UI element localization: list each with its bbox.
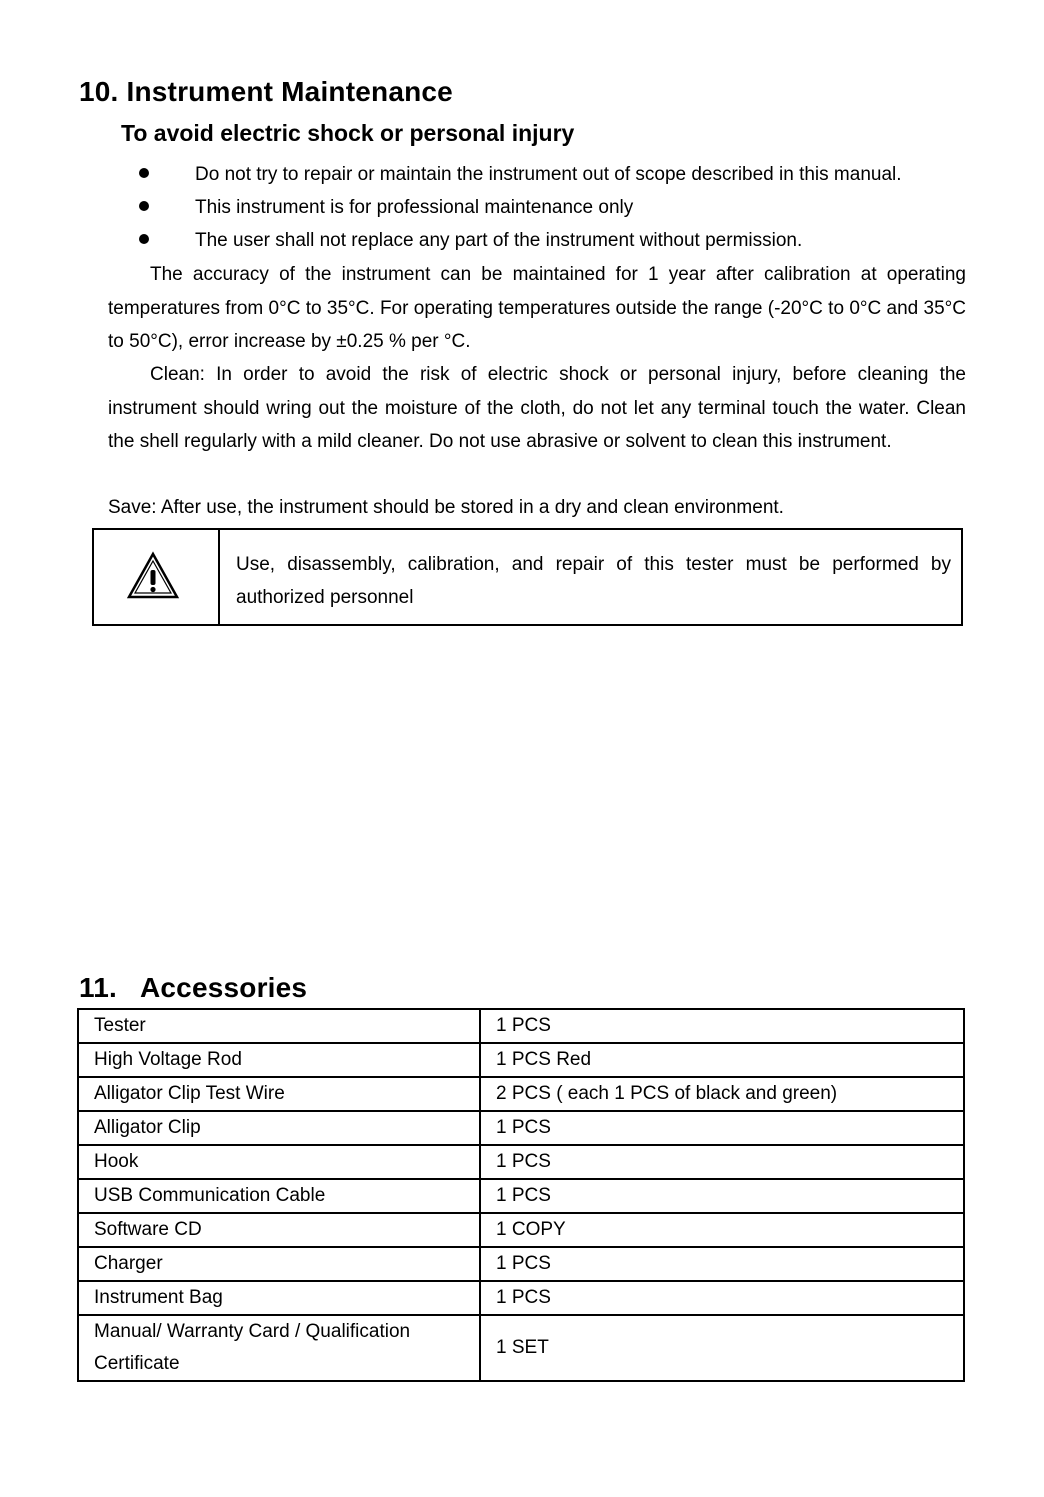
qty-cell: 2 PCS ( each 1 PCS of black and green) — [480, 1077, 964, 1111]
bullet-icon — [139, 234, 149, 244]
accuracy-paragraph: The accuracy of the instrument can be maintained for 1 year after calibration at operating temperatures from 0°C to 35°C. For operating temperatures outside the range (-20°C to 0°C and 35°C to 50°C), error increase by ±0.25 % per °C. — [108, 264, 966, 352]
warning-text: Use, disassembly, calibration, and repair of this tester must be performed by authorized personnel — [236, 554, 951, 608]
qty-cell: 1 PCS — [480, 1179, 964, 1213]
table-row — [78, 1315, 964, 1381]
item-cell: Software CD — [78, 1213, 480, 1247]
bullet-icon — [139, 168, 149, 178]
warning-divider — [218, 530, 220, 624]
qty-cell: 1 COPY — [480, 1213, 964, 1247]
table-row — [78, 1247, 964, 1281]
section-11-heading: Accessories — [139, 972, 308, 1003]
warning-triangle-icon — [126, 551, 180, 601]
item-cell: High Voltage Rod — [78, 1043, 480, 1077]
table-row — [78, 1281, 964, 1315]
table-row — [78, 1145, 964, 1179]
qty-cell: 1 PCS — [480, 1111, 964, 1145]
accessories-table — [77, 1008, 965, 1382]
bullet-icon — [139, 201, 149, 211]
qty-cell: 1 PCS Red — [480, 1043, 964, 1077]
item-cell: Alligator Clip Test Wire — [78, 1077, 480, 1111]
qty-cell: 1 PCS — [480, 1281, 964, 1315]
qty-cell: 1 SET — [480, 1315, 964, 1381]
qty-cell: 1 PCS — [480, 1247, 964, 1281]
table-row — [78, 1009, 964, 1043]
item-cell: Alligator Clip — [78, 1111, 480, 1145]
bullet-item: This instrument is for professional maintenance only — [195, 197, 634, 218]
item-cell: Manual/ Warranty Card / Qualification Certificate — [78, 1315, 480, 1381]
bullet-item: Do not try to repair or maintain the instrument out of scope described in this manual. — [195, 164, 902, 185]
section-11-title — [79, 972, 307, 1004]
table-row — [78, 1077, 964, 1111]
item-cell: Charger — [78, 1247, 480, 1281]
qty-cell: 1 PCS — [480, 1009, 964, 1043]
item-cell: Hook — [78, 1145, 480, 1179]
item-cell: Instrument Bag — [78, 1281, 480, 1315]
qty-cell: 1 PCS — [480, 1145, 964, 1179]
table-row — [78, 1179, 964, 1213]
item-cell: USB Communication Cable — [78, 1179, 480, 1213]
table-row — [78, 1111, 964, 1145]
table-row — [78, 1043, 964, 1077]
item-cell: Tester — [78, 1009, 480, 1043]
table-row — [78, 1213, 964, 1247]
section-11-number: 11. — [79, 972, 117, 1003]
clean-paragraph: Clean: In order to avoid the risk of electric shock or personal injury, before cleaning the instrument should wring out the moisture of the cloth, do not let any terminal touch the water. Clean the shell regularly with a mild cleaner. Do not use abrasive or solvent to clean this instrument. — [108, 364, 966, 452]
warning-box — [92, 528, 963, 626]
section-10-subtitle: To avoid electric shock or personal injury — [121, 120, 575, 146]
bullet-item: The user shall not replace any part of the instrument without permission. — [195, 230, 803, 251]
save-paragraph: Save: After use, the instrument should be stored in a dry and clean environment. — [108, 497, 784, 518]
section-10-title: 10. Instrument Maintenance — [79, 76, 453, 107]
